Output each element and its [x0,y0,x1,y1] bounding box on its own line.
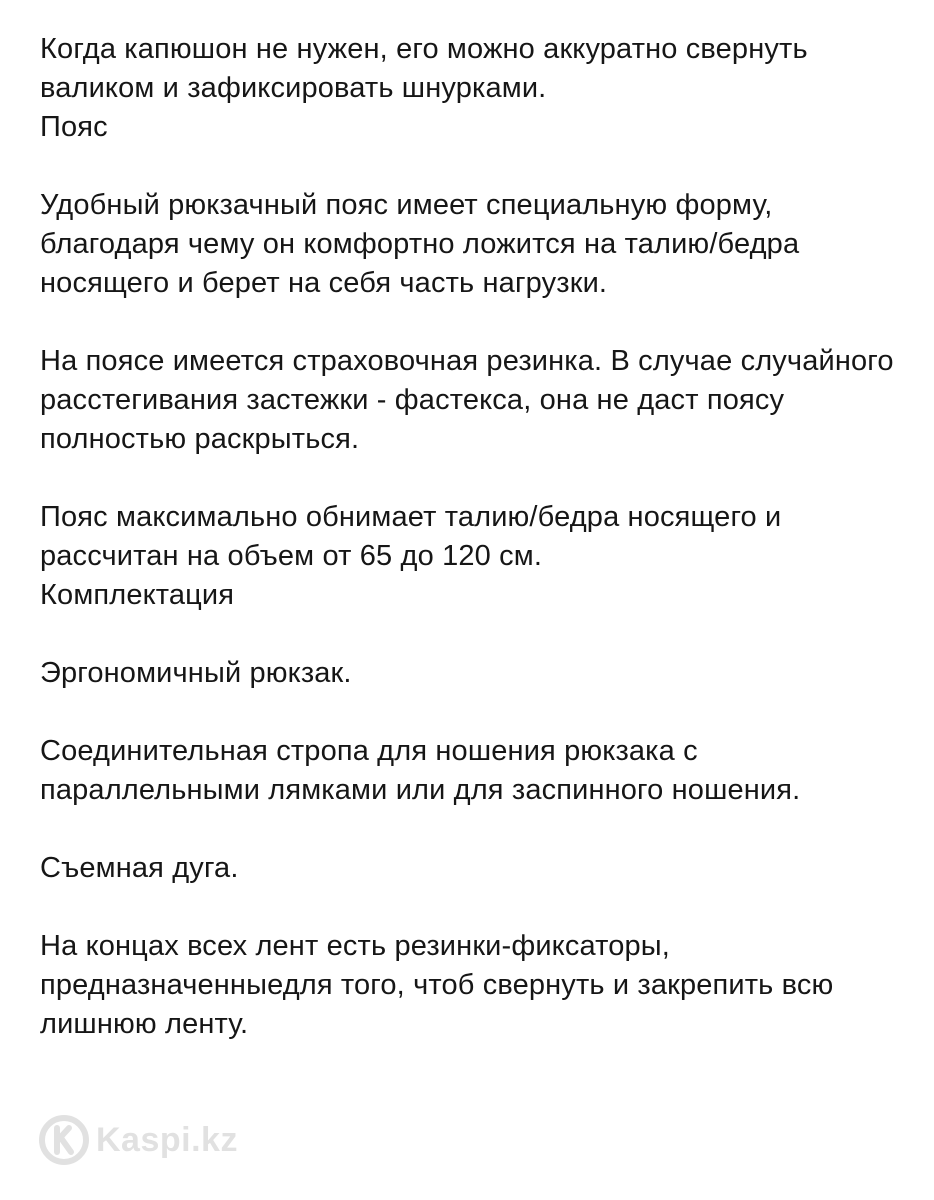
paragraph-belt-shape: Удобный рюкзачный пояс имеет специальную форму, благодаря чему он комфортно ложится на талию/бедра носящего и берет на себя часть нагрузки. [40,189,800,299]
paragraph-belt-size: Пояс максимально обнимает талию/бедра носящего и рассчитан на объем от 65 до 120 см. [40,501,782,572]
paragraph-safety-elastic: На поясе имеется страховочная резинка. В случае случайного расстегивания застежки - фастекса, она не даст поясу полностью раскрыться. [40,345,894,455]
section-heading-belt: Пояс [40,111,108,143]
paragraph-tape-elastics: На концах всех лент есть резинки-фиксаторы, предназначенныедля того, чтоб свернуть и закрепить всю лишнюю ленту. [40,930,834,1040]
paragraph-connecting-strap: Соединительная стропа для ношения рюкзака с параллельными лямками или для заспинного ношения. [40,735,801,806]
paragraph-hood-fold: Когда капюшон не нужен, его можно аккуратно свернуть валиком и зафиксировать шнурками. [40,33,808,104]
watermark-text: Kaspi.kz [96,1120,238,1159]
section-heading-package: Комплектация [40,579,235,611]
kaspi-logo-icon [38,1114,90,1166]
kaspi-watermark [38,1112,238,1168]
paragraph-backpack: Эргономичный рюкзак. [40,657,352,689]
paragraph-removable-arc: Съемная дуга. [40,852,239,884]
document-body [40,30,910,1044]
